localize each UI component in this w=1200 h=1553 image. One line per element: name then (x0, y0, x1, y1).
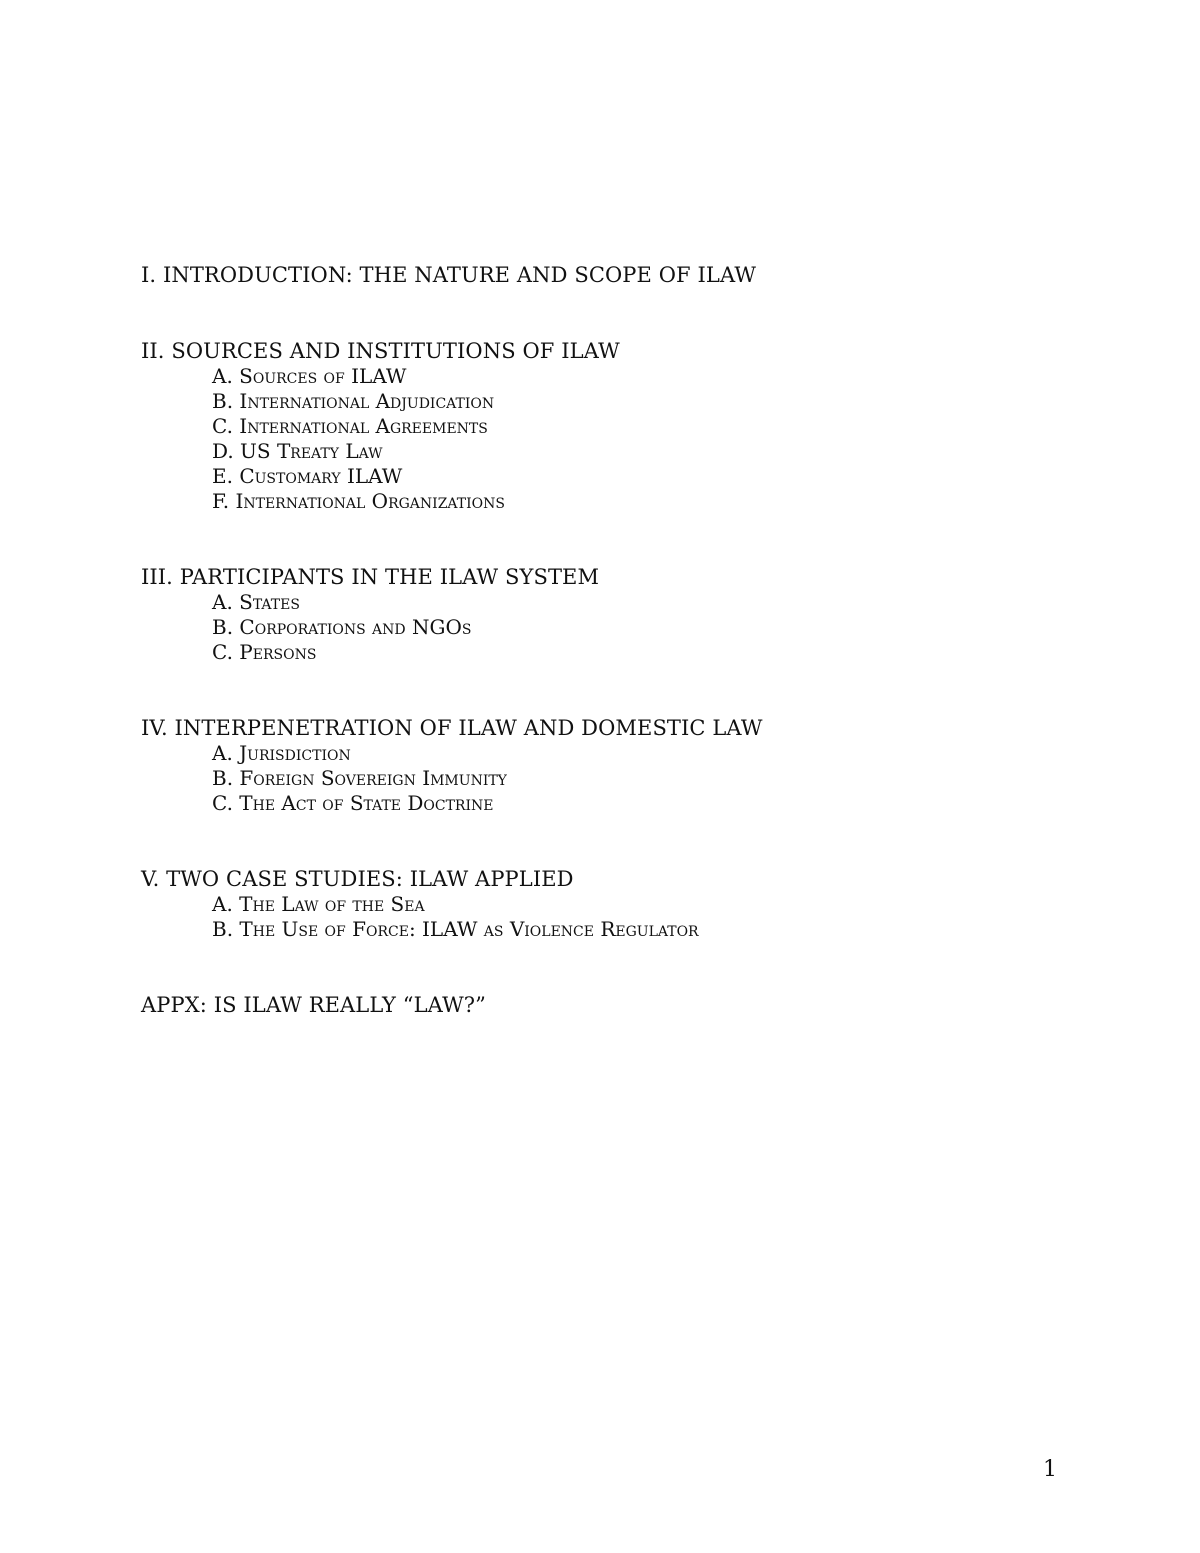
sub-topic: C. International Agreements (212, 414, 488, 438)
section-heading: V. TWO CASE STUDIES: ILAW APPLIED (141, 867, 574, 891)
outline-section-1 (141, 262, 1061, 288)
outline-section-5 (141, 866, 1061, 942)
outline-section-3 (141, 564, 1061, 665)
section-heading: IV. INTERPENETRATION OF ILAW AND DOMESTIC LAW (141, 716, 763, 740)
outline-section-4 (141, 715, 1061, 816)
section-heading: III. PARTICIPANTS IN THE ILAW SYSTEM (141, 565, 600, 589)
sub-topic: E. Customary ILAW (212, 464, 403, 488)
sub-topic: B. The Use of Force: ILAW as Violence Regulator (212, 917, 699, 941)
outline-section-appendix (141, 992, 1061, 1018)
outline-section-2 (141, 338, 1061, 514)
section-heading: I. INTRODUCTION: THE NATURE AND SCOPE OF ILAW (141, 263, 757, 287)
sub-topic-list (141, 892, 1061, 942)
sub-topic: D. US Treaty Law (212, 439, 383, 463)
course-outline (141, 262, 1061, 1068)
section-heading: II. SOURCES AND INSTITUTIONS OF ILAW (141, 339, 620, 363)
sub-topic-list (141, 590, 1061, 665)
sub-topic-list (141, 364, 1061, 514)
sub-topic: A. Jurisdiction (212, 741, 351, 765)
sub-topic: B. International Adjudication (212, 389, 495, 413)
sub-topic: B. Foreign Sovereign Immunity (212, 766, 507, 790)
sub-topic: B. Corporations and NGOs (212, 615, 472, 639)
sub-topic: C. The Act of State Doctrine (212, 791, 494, 815)
page-number: 1 (1043, 1457, 1057, 1482)
sub-topic: A. States (212, 590, 300, 614)
sub-topic: A. The Law of the Sea (212, 892, 425, 916)
section-heading: APPX: IS ILAW REALLY “LAW?” (141, 993, 486, 1017)
sub-topic-list (141, 741, 1061, 816)
sub-topic: A. Sources of ILAW (212, 364, 407, 388)
sub-topic: C. Persons (212, 640, 317, 664)
sub-topic: F. International Organizations (212, 489, 505, 513)
